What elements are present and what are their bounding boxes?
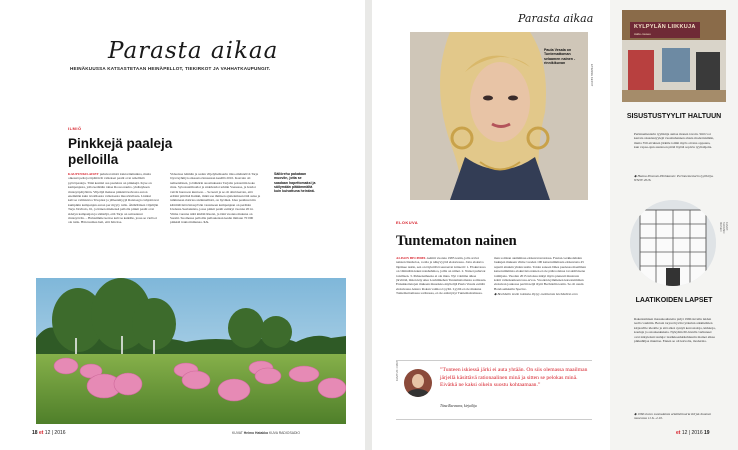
film-body-text-2: man sotilaan aiemmissa elokuvaversioissa. Fusion-verkkolehden laskujen mukaan viime vuoden 100 katsotuimmasta elokuvasta 45 reputti ainakin yhden testin. Toisin sanoen lähes puolessa maailman katsotuimmista elokuvista nainen ei ole päärooleissa tai aktiivisena toimijana. Vuoden 2015 tuloissa näkyi myös pienesti muutosta kohti valkokankaan tasa-arvoa. Vuoden kymmenen katsotuimman elokuvan joukossa peräti neljä täytti Bechdelin testin. Se oli uusin Bond-seikkailu Spectre. bbox=[494, 256, 586, 291]
photo-credit-label: KUVAT bbox=[232, 431, 243, 435]
sidebar-note-1: ◆ Hanna Pesonen-Herkkanen: Perinnemestarin tyylikirja. WSOY 2016. bbox=[634, 174, 714, 183]
quote-author: Tiina Raevaara, kirjailija bbox=[440, 404, 477, 408]
body-lead: KAUPUNKILAISET bbox=[68, 172, 99, 176]
sign-sub: Aalto-museo bbox=[634, 32, 651, 36]
sidebar-headline-1: SISUSTUSTYYLIT HALTUUN bbox=[626, 113, 722, 120]
page-number: 18 bbox=[32, 430, 38, 436]
circle-photo bbox=[630, 200, 716, 286]
right-issue: 12 | 2016 bbox=[681, 430, 703, 436]
film-category: ELOKUVA bbox=[396, 220, 419, 225]
field-photo bbox=[36, 278, 346, 424]
issue: 12 | 2016 bbox=[44, 430, 66, 436]
article-body-col1 bbox=[68, 172, 160, 280]
hay-bale-field-illustration bbox=[36, 278, 346, 424]
sign-text: KYLPYLÄN LIIKKUJA bbox=[634, 24, 696, 30]
left-folio bbox=[32, 430, 66, 436]
film-body-lead: ALISON BECHDEL bbox=[396, 256, 427, 260]
publication: KUVA RADIOSADIO bbox=[268, 431, 300, 435]
film-body-text-1: kehitti vuonna 1985 testin, jolla arvioi naisten läsnäoloa, roolia ja näkyvyyttä elokuvassa. Jotta elokuva läpäisee testin, sen on täytettävä seuraavat kriteerit: 1. Elokuvassa on vähintään kaksi naishahmoa, joilla on nimet. 2. Naiset puhuvat toisilleen. 3. Puheenaiheena ei ole mies. Nyt voimme alkaa järvittää, miten käy Aku Louhimiehen Tuntemattomasta sotilaasta. Ennakkotietojen mukaan muuokko-näyttelijä Paula Vesala esittää elokuvassa Antero Rokan vaimoa Lyyliä. Lyyliä ei ole mukana Tuntemattomassa sotilaassa, ei ole esiintynyt Tuntemattomassa. bbox=[396, 256, 487, 296]
photo-credit-line bbox=[232, 431, 300, 435]
quote-text: ”Tunteen iskiessä järki ei auta yhtään. On siis olemassa maailman järjellä käsittävä rationaalinen minä ja sitten se pelokas minä. Eivätkä ne kaksi oikein suostu kohtaamaan.” bbox=[440, 367, 588, 389]
sidebar-photo bbox=[622, 10, 726, 102]
article-body-col2 bbox=[170, 172, 262, 280]
magazine-logo: et bbox=[38, 430, 44, 436]
film-body-col1 bbox=[396, 256, 488, 342]
quote-box bbox=[396, 360, 592, 420]
page-subtitle: HEINÄKUUSSA KATSASTETAAN HEINÄPELLOT, TIEKIRKOT JA VAHHATKAUPUNGIT. bbox=[70, 66, 271, 71]
right-folio bbox=[676, 430, 710, 436]
sidebar bbox=[610, 0, 738, 450]
quote-side-label: KUVITUS: OMAT bbox=[396, 361, 399, 381]
sidebar-headline-2: LAATIKOIDEN LAPSET bbox=[635, 297, 713, 304]
sidebar-text-1 bbox=[634, 132, 716, 172]
right-magazine-logo: et bbox=[676, 430, 681, 436]
body-text-2: Videoissa lehmän ja sadan viljelyhehtaarin tilaa emännöivä Tarja löysi kyhmyn oikeasta rinnastaan kesällä 2010. Kasvain oli nelisenttinen, ja lääkärin suosituksesta Tarjalta poistettiin koko rinta. Sytostaattihoidot ja sädehoidot tehtiin Vaasassa, ja hoidot veivät huonoon kuntoon. – Se kesti ja se oli siinä kerran, että eräänä päivänä Kaikki, mikä saa ihmisen ajattelemaan tätä asiaa ja tulkinnaan ristiriaa sisäinnellistä, on hyväksi. Idea paalinuoviin käärittävistä rintasyövän vastaiseen kampanjaan on peräisin Uudesta-Seelannista, jossa pinkit paalit esiintyi vuonna 2014. Viime vuonna niitä kiidäti Ruotsi, ja tänä vuonna mukana on Suomi. Suomessa pelloille pullautetaan kesän mittaan 70 000 pinkkiä traktorinmunaa. bbox=[170, 172, 261, 225]
photo-side-credit: ETIENNE KEYOT bbox=[590, 64, 594, 87]
film-body-col2 bbox=[494, 256, 586, 342]
film-headline: Tuntematon nainen bbox=[396, 233, 517, 249]
left-page bbox=[0, 0, 365, 450]
pull-quote: Säilörehu pakataan muoviin, jotta se saadaan hapettomaksi ja säilymään pitäämmältä kuin kuivattuna heinänä. bbox=[274, 172, 316, 194]
article-category: ILMIÖ bbox=[68, 126, 82, 131]
sidebar-side-credit: KUVAT: SUOMEN MUSEO bbox=[719, 222, 728, 234]
sidebar-text-2 bbox=[634, 317, 716, 411]
section-title: Parasta aikaa bbox=[108, 38, 279, 64]
sidebar-text-2-content: Rakentamisen massakoulutetta pidyi 1960-luvulla tuiden teolla vauhtiin. Betoni tarjosi hyvän työkalun arkkitehtien kirjaaville ideoille ja sitä alkoi syntyä kerrostaloja, kirkkoja, kouluja ja ostoskeskuksia. Nykyään 60-luvulla varhuneet ovat näkyteissä tauluja: laatikkoarkkitehtuurin mainet alkaa pikkuhiljaa muuttaa. Ennen se oli kaivolta, modernia. bbox=[634, 317, 716, 344]
right-section-title: Parasta aikaa bbox=[518, 12, 594, 25]
body-text-1: puhuvat niistä traktorinmunina, mutta oikeasti peltoja täplittävät valkoiset paalit ovat rehellisiä pyöröpaaleja. Tänä kesänä osa paaleista on pinkkejä. Kyse on kampanjasta, jolla kerätään rahaa Roosa nauha -yhdistyksen rintasyöpätyöhön. Viljelijä maksaa pinkistä kalvosta euron enemmän kuin tavallisesta valkoisesta muovirullasta. Lisäksi kalvoa valmistava Trioplast ja jälleenmyyjä Raisioagro lahjoittavat kumpikin kampanjan euron per myyty rulla. Ähtäriläisen viljelijän Tarja Järvitalo, 61, ja hänen miehensä pellolla pinkit paalit ovat sidetyn kampanjan ja sääntöjä, että Tarja on sairastanut rintasyövän. – Halusimme kertoa kalvoa kaikille, jossa se vielä ei ole tuttu. Hän tuumaa heti, että hän itse. bbox=[68, 172, 159, 225]
photographer: Heimo Hatakka bbox=[243, 431, 269, 435]
body-signature: S.S. bbox=[203, 220, 209, 225]
film-body-note: ◆ Bechdelin testin tuloksia löytyy osoitteesta bechdeltest.com bbox=[494, 292, 578, 297]
right-page-number: 19 bbox=[704, 430, 710, 436]
author-avatar bbox=[404, 369, 432, 397]
sidebar-text-1-content: Perinnemestarin tyylikirja auttaa monen tavoin. Siitä voi kerrata sisustustyylejä vuosituhannen alusta modernismiin, mutta 350-sivuinen järkäle toimii myös oivana oppaana, kun vapaa-ajan asuntoon pitää löytää sopivia tyyliohjeita. bbox=[634, 132, 714, 150]
article-headline: Pinkkejä paaleja pelloilla bbox=[68, 136, 173, 167]
right-page bbox=[372, 0, 738, 450]
building-illustration bbox=[630, 200, 716, 286]
photo-caption: Paula Vesala on Tuntemattoman selaamen nainen -rinnikikuvan bbox=[544, 48, 576, 66]
sidebar-note-2: ◆ 1960-luvun suomalaista arkkitehtuuria Kirjat-Suomen museossa 11.6.–2.10. bbox=[634, 412, 712, 421]
